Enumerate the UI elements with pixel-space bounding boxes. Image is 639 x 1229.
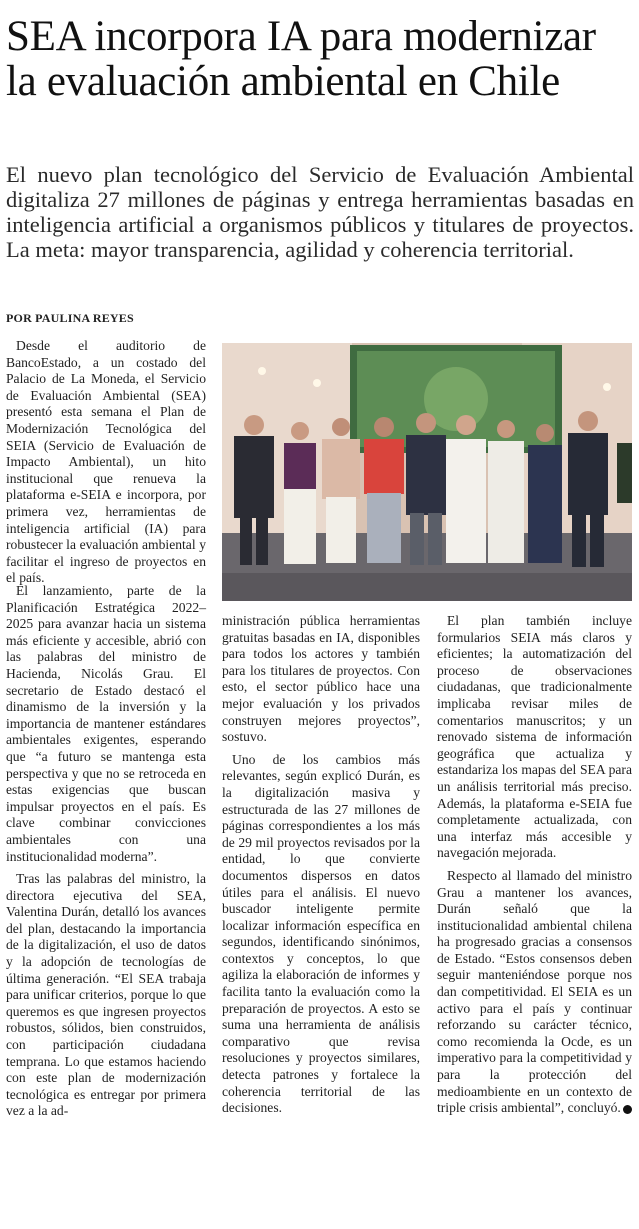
paragraph: El lanzamiento, parte de la Planificación Estratégica 2022–2025 para avanzar hacia un sistema más eficiente y accesible, abrió con las palabras del ministro de Hacienda, Nicolás Grau. El secretario de Estado destacó el dinamismo de la inversión y la importancia de mantener estándares ambientales exigentes, esperando que “a futuro se mantenga esta perspectiva y que no se retroceda en estas exigencias que buscan impulsar proyectos en el país. Es clave combinar convicciones ambientales con una institucionalidad moderna”.: [6, 583, 206, 864]
column-2: [222, 613, 420, 1117]
byline: POR PAULINA REYES: [6, 311, 134, 325]
group-photo: [222, 343, 632, 601]
paragraph: [437, 868, 632, 1117]
person: [284, 422, 316, 564]
paragraph: El plan también incluye formularios SEIA más claros y eficientes; la automatización del proceso de observaciones ciudadanas, que tradicionalmente implicaba revisar miles de comentarios manuscritos; y un renovado sistema de información geográfica que actualiza y estandariza los mapas del SEA para un análisis territorial más preciso. Además, la plataforma e-SEIA fue completamente actualizada, con una interfaz más accesible y navegación mejorada.: [437, 613, 632, 861]
paragraph: Tras las palabras del ministro, la directora ejecutiva del SEA, Valentina Durán, detalló los avances del plan, destacando la importancia de la digitalización, el uso de datos y la adopción de tecnologías de última generación. “El SEA trabaja para unificar criterios, porque lo que queremos es que ingresen proyectos robustos, sólidos, bien construidos, con participación ciudadana temprana. Lo que estamos haciendo con este plan de modernización tecnológica es entregar por primera vez a la ad-: [6, 871, 206, 1119]
person: [322, 418, 360, 563]
column-1-bottom: [6, 583, 206, 1120]
group-photo-icon: [222, 343, 632, 601]
paragraph-text: Respecto al llamado del ministro Grau a mantener los avances, Durán señaló que la institucionalidad ambiental chilena ha progresado gracias a consensos de Estado. “Estos consensos deben seguir manteniéndose porque nos dan competitividad. El SEIA es un activo para el país y continuar reforzando su carácter técnico, como recomienda la Ocde, es un imperativo para la competitividad y para la protección del medioambiente en un contexto de triple crisis ambiental”, concluyó.: [437, 867, 632, 1116]
end-mark-icon: [623, 1105, 632, 1114]
column-1-top: [6, 338, 206, 587]
person: [488, 420, 524, 563]
paragraph: ministración pública herramientas gratuitas basadas en IA, disponibles para todos los actores y también para los titulares de proyectos. Con esto, el sector público hace una mejor evaluación y los privados construyen mejores proyectos”, sostuvo.: [222, 613, 420, 745]
paragraph: Desde el auditorio de BancoEstado, a un costado del Palacio de La Moneda, el Servicio de Evaluación Ambiental (SEA) presentó esta semana el Plan de Modernización Tecnológica del SEIA (Servicio de Evaluación de Impacto Ambiental), un hito institucional que renueva la plataforma e-SEIA e incorpora, por primera vez, herramientas de inteligencia artificial (IA) para robustecer la evaluación ambiental y facilitar el ingreso de proyectos en el país.: [6, 338, 206, 586]
deck: El nuevo plan tecnológico del Servicio de Evaluación Ambiental digitaliza 27 millones de páginas y entrega herramientas basadas en inteligencia artificial a organismos públicos y titulares de proyectos. La meta: mayor transparencia, agilidad y coherencia territorial.: [6, 162, 634, 262]
column-3: [437, 613, 632, 1117]
headline: SEA incorpora IA para modernizar la evaluación ambiental en Chile: [6, 13, 596, 105]
paragraph: Uno de los cambios más relevantes, según explicó Durán, es la digitalización masiva y estructurada de las 27 millones de páginas correspondientes a los más de 29 mil proyectos revisados por la entidad, lo que convierte documentos dispersos en datos útiles para el análisis. El nuevo buscador inteligente permite localizar información específica en segundos, identificando sinónimos, contextos y conceptos, lo que agiliza la elaboración de informes y facilita tanto la evaluación como la preparación de proyectos. A esto se suma una herramienta de análisis comparativo que revisa resoluciones y proyectos similares, detecta patrones y fortalece la coherencia territorial de las decisiones.: [222, 751, 420, 1116]
